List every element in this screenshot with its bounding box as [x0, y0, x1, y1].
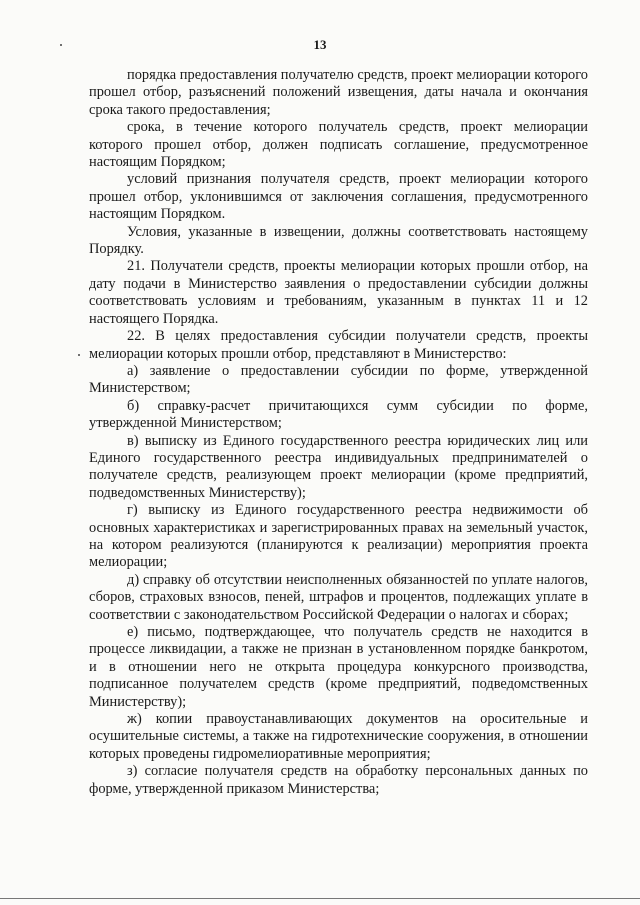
- paragraph: порядка предоставления получателю средств, проект мелиорации которого прошел отбор, разъяснений положений извещения, даты начала и окончания срока такого предоставления;: [89, 67, 588, 118]
- list-item: в) выписку из Единого государственного реестра юридических лиц или Единого государственного реестра индивидуальных предпринимателей о получателе средств, реализующем проект мелиорации (кроме предприятий, подведомственных Министерству);: [89, 432, 588, 501]
- paragraph: 22. В целях предоставления субсидии получатели средств, проекты мелиорации которых прошли отбор, представляют в Министерство:: [89, 328, 588, 362]
- paragraph: условий признания получателя средств, проект мелиорации которого прошел отбор, уклонившимся от заключения соглашения, предусмотренного настоящим Порядком.: [89, 171, 588, 223]
- scan-speck: [78, 354, 80, 356]
- list-item: б) справку-расчет причитающихся сумм субсидии по форме, утвержденной Министерством;: [89, 397, 588, 432]
- scan-speck: [60, 44, 62, 46]
- list-item: е) письмо, подтверждающее, что получатель средств не находится в процессе ликвидации, а также не признан в установленном порядке банкротом, и в отношении него не открыта процедура конкурсного производства, подписанное получателем средств (кроме предприятий, подведомственных Министерству);: [89, 624, 588, 710]
- list-item: з) согласие получателя средств на обработку персональных данных по форме, утвержденной приказом Министерства;: [89, 763, 588, 797]
- scan-edge-line: [0, 898, 640, 899]
- list-item: д) справку об отсутствии неисполненных обязанностей по уплате налогов, сборов, страховых взносов, пеней, штрафов и процентов, подлежащих уплате в соответствии с законодательством Российской Федерации о налогах и сборах;: [89, 571, 588, 623]
- list-item: г) выписку из Единого государственного реестра недвижимости об основных характеристиках и зарегистрированных правах на земельный участок, на котором реализуются (планируются к реализации) мероприятия проекта мелиорации;: [89, 502, 588, 571]
- paragraph: срока, в течение которого получатель средств, проект мелиорации которого прошел отбор, должен подписать соглашение, предусмотренное настоящим Порядком;: [89, 119, 588, 171]
- paragraph: 21. Получатели средств, проекты мелиорации которых прошли отбор, на дату подачи в Министерство заявления о предоставлении субсидии должны соответствовать условиям и требованиям, указанным в пунктах 11 и 12 настоящего Порядка.: [89, 258, 588, 327]
- paragraph: Условия, указанные в извещении, должны соответствовать настоящему Порядку.: [89, 223, 588, 258]
- list-item: а) заявление о предоставлении субсидии по форме, утвержденной Министерством;: [89, 362, 588, 397]
- page-number: 13: [313, 37, 327, 52]
- list-item: ж) копии правоустанавливающих документов на оросительные и осушительные системы, а также на гидротехнические сооружения, в отношении которых проведены гидромелиоративные мероприятия;: [89, 711, 588, 762]
- document-body: [89, 67, 588, 798]
